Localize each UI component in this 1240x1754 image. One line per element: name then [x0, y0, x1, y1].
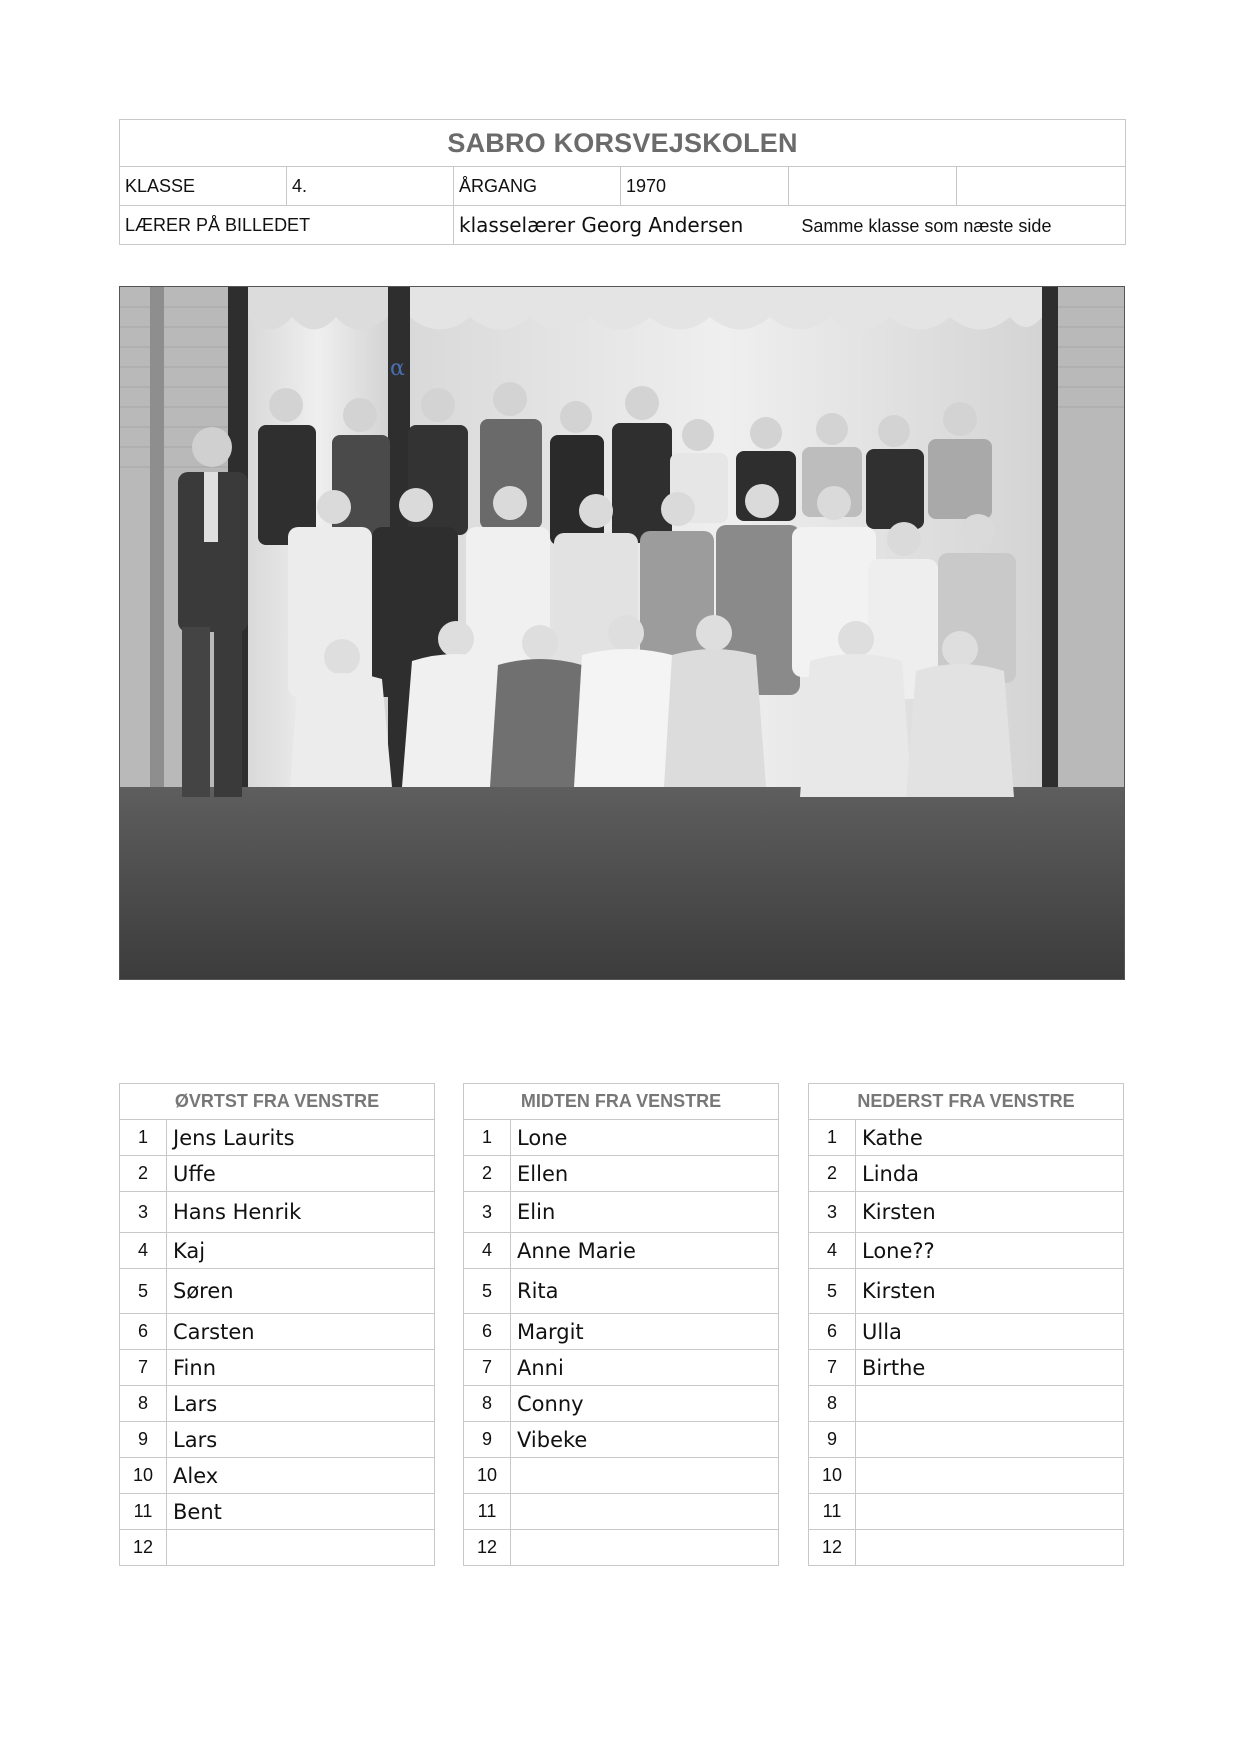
student-name: Søren — [167, 1269, 435, 1314]
note-text: Samme klasse som næste side — [801, 216, 1052, 236]
student-name: Alex — [167, 1458, 435, 1494]
student-name: Kirsten — [856, 1269, 1124, 1314]
empty-cell — [789, 167, 957, 206]
class-photo — [119, 286, 1125, 980]
pen-mark: α — [390, 356, 405, 381]
student-name: Vibeke — [511, 1422, 779, 1458]
row-number: 6 — [120, 1314, 167, 1350]
row-number: 4 — [464, 1233, 511, 1269]
row-number: 5 — [809, 1269, 856, 1314]
row-number: 5 — [464, 1269, 511, 1314]
student-name: Finn — [167, 1350, 435, 1386]
column-heading: MIDTEN FRA VENSTRE — [464, 1084, 779, 1120]
row-number: 12 — [464, 1530, 511, 1566]
row-number: 8 — [120, 1386, 167, 1422]
column-heading: ØVRTST FRA VENSTRE — [120, 1084, 435, 1120]
row-number: 1 — [120, 1120, 167, 1156]
names-table-middle-row — [463, 1083, 779, 1566]
row-number: 4 — [120, 1233, 167, 1269]
row-number: 1 — [809, 1120, 856, 1156]
row-number: 9 — [809, 1422, 856, 1458]
student-name: Birthe — [856, 1350, 1124, 1386]
row-number: 12 — [120, 1530, 167, 1566]
row-number: 12 — [809, 1530, 856, 1566]
klasse-label: KLASSE — [120, 167, 287, 206]
student-name: Elin — [511, 1192, 779, 1233]
student-name: Rita — [511, 1269, 779, 1314]
student-name — [511, 1458, 779, 1494]
student-name: Margit — [511, 1314, 779, 1350]
row-number: 7 — [120, 1350, 167, 1386]
school-title: SABRO KORSVEJSKOLEN — [120, 120, 1126, 167]
aargang-label: ÅRGANG — [454, 167, 621, 206]
student-name — [167, 1530, 435, 1566]
drainpipe — [150, 287, 164, 827]
student-name: Anni — [511, 1350, 779, 1386]
row-number: 5 — [120, 1269, 167, 1314]
aargang-value: 1970 — [621, 167, 789, 206]
student-name — [856, 1458, 1124, 1494]
student-name: Bent — [167, 1494, 435, 1530]
student-name: Anne Marie — [511, 1233, 779, 1269]
student-name: Carsten — [167, 1314, 435, 1350]
student-name: Lars — [167, 1422, 435, 1458]
row-number: 3 — [120, 1192, 167, 1233]
row-number: 10 — [120, 1458, 167, 1494]
row-number: 10 — [809, 1458, 856, 1494]
class-photo-image — [120, 287, 1124, 979]
klasse-value: 4. — [287, 167, 454, 206]
student-name — [856, 1530, 1124, 1566]
student-name: Kathe — [856, 1120, 1124, 1156]
row-number: 11 — [464, 1494, 511, 1530]
row-number: 3 — [809, 1192, 856, 1233]
student-name — [511, 1494, 779, 1530]
row-number: 7 — [809, 1350, 856, 1386]
student-name: Lone — [511, 1120, 779, 1156]
student-name: Uffe — [167, 1156, 435, 1192]
row-number: 10 — [464, 1458, 511, 1494]
teacher-name: klasselærer Georg Andersen — [459, 213, 744, 237]
row-number: 3 — [464, 1192, 511, 1233]
student-name: Lars — [167, 1386, 435, 1422]
names-table-top-row — [119, 1083, 435, 1566]
empty-cell — [957, 167, 1126, 206]
row-number: 9 — [120, 1422, 167, 1458]
row-number: 11 — [809, 1494, 856, 1530]
row-number: 2 — [809, 1156, 856, 1192]
student-name — [856, 1494, 1124, 1530]
row-number: 7 — [464, 1350, 511, 1386]
header-table — [119, 119, 1126, 245]
row-number: 2 — [464, 1156, 511, 1192]
student-name: Kirsten — [856, 1192, 1124, 1233]
laerer-cell — [454, 206, 1126, 245]
student-name: Kaj — [167, 1233, 435, 1269]
row-number: 8 — [809, 1386, 856, 1422]
student-name: Ellen — [511, 1156, 779, 1192]
student-name: Conny — [511, 1386, 779, 1422]
row-number: 6 — [809, 1314, 856, 1350]
row-number: 11 — [120, 1494, 167, 1530]
row-number: 1 — [464, 1120, 511, 1156]
student-name: Ulla — [856, 1314, 1124, 1350]
row-number: 6 — [464, 1314, 511, 1350]
row-number: 8 — [464, 1386, 511, 1422]
laerer-label: LÆRER PÅ BILLEDET — [120, 206, 454, 245]
column-heading: NEDERST FRA VENSTRE — [809, 1084, 1124, 1120]
schoolyard-ground — [120, 787, 1124, 979]
student-name: Lone?? — [856, 1233, 1124, 1269]
row-number: 4 — [809, 1233, 856, 1269]
student-name: Linda — [856, 1156, 1124, 1192]
names-table-bottom-row — [808, 1083, 1124, 1566]
student-name — [856, 1386, 1124, 1422]
student-name: Hans Henrik — [167, 1192, 435, 1233]
row-number: 2 — [120, 1156, 167, 1192]
student-name — [856, 1422, 1124, 1458]
row-number: 9 — [464, 1422, 511, 1458]
student-name: Jens Laurits — [167, 1120, 435, 1156]
student-name — [511, 1530, 779, 1566]
